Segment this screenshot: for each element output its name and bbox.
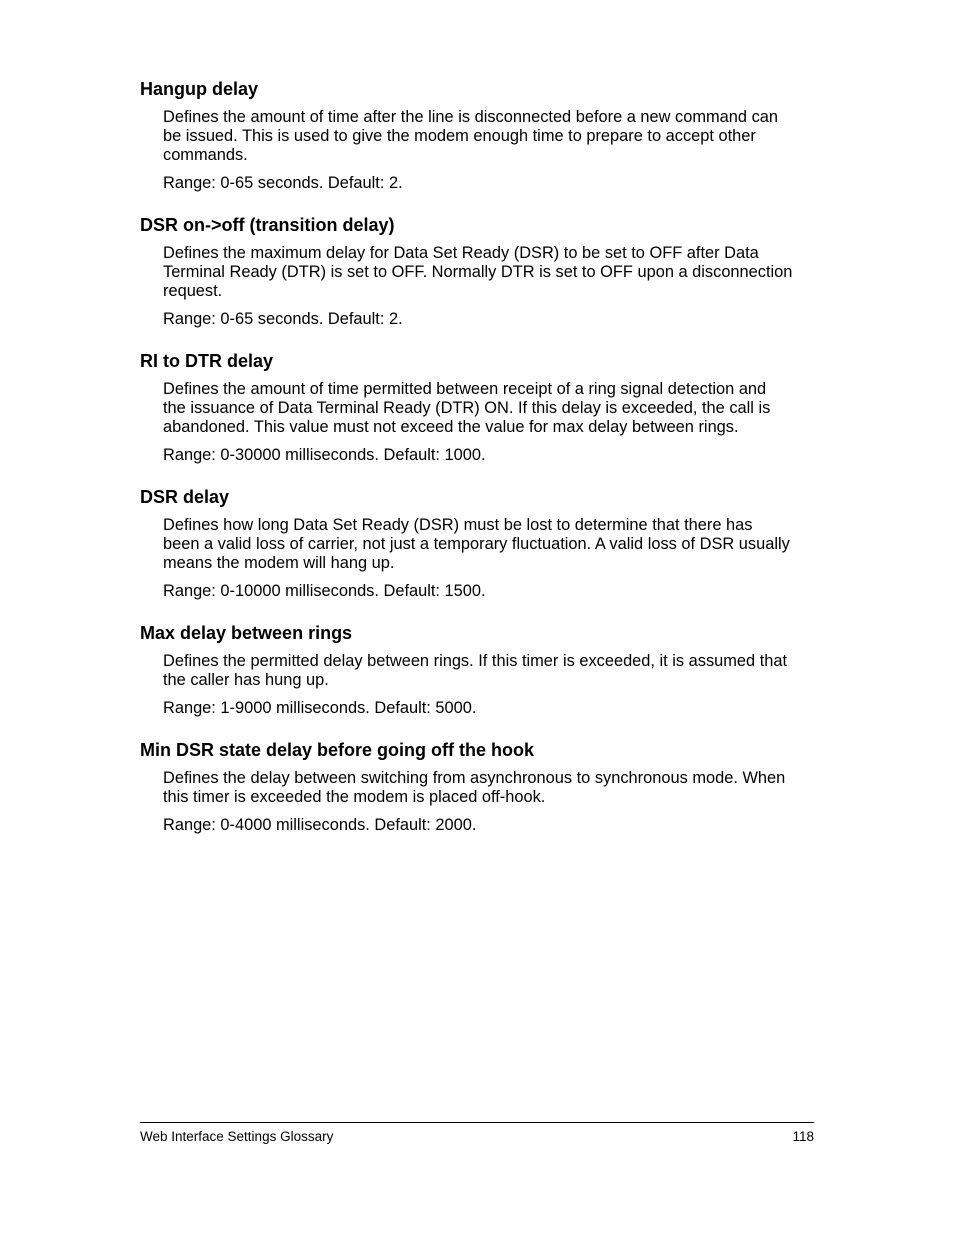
description-line: be issued. This is used to give the modem enough time to prepare to accept other <box>163 127 756 145</box>
description-line: Defines the maximum delay for Data Set Ready (DSR) to be set to OFF after Data <box>163 244 759 262</box>
page-number: 118 <box>792 1129 814 1144</box>
section-description <box>163 380 814 437</box>
description-line: the issuance of Data Terminal Ready (DTR) ON. If this delay is exceeded, the call is <box>163 399 771 417</box>
description-line: request. <box>163 282 223 300</box>
section-description <box>163 652 814 690</box>
section-heading: DSR delay <box>140 487 230 507</box>
section-range: Range: 1-9000 milliseconds. Default: 5000. <box>163 699 477 717</box>
section-description <box>163 516 814 573</box>
section-heading: RI to DTR delay <box>140 351 274 371</box>
description-line: abandoned. This value must not exceed the value for max delay between rings. <box>163 418 739 436</box>
section-range: Range: 0-30000 milliseconds. Default: 1000. <box>163 446 486 464</box>
section-range: Range: 0-65 seconds. Default: 2. <box>163 174 403 192</box>
section-min-dsr-state-delay <box>140 739 814 835</box>
section-dsr-delay <box>140 486 814 601</box>
page-footer <box>140 1122 814 1145</box>
section-heading: Min DSR state delay before going off the hook <box>140 740 535 760</box>
document-body <box>140 78 814 835</box>
description-line: the caller has hung up. <box>163 671 329 689</box>
section-max-delay-between-rings <box>140 622 814 718</box>
section-range: Range: 0-4000 milliseconds. Default: 2000. <box>163 816 477 834</box>
section-dsr-on-off <box>140 214 814 329</box>
section-heading: Max delay between rings <box>140 623 353 643</box>
description-line: Defines the delay between switching from asynchronous to synchronous mode. When <box>163 769 786 787</box>
description-line: commands. <box>163 146 248 164</box>
section-ri-to-dtr-delay <box>140 350 814 465</box>
description-line: Defines the amount of time after the line is disconnected before a new command can <box>163 108 778 126</box>
section-range: Range: 0-65 seconds. Default: 2. <box>163 310 403 328</box>
description-line: been a valid loss of carrier, not just a temporary fluctuation. A valid loss of DSR usually <box>163 535 790 553</box>
section-description <box>163 769 814 807</box>
description-line: Defines the amount of time permitted between receipt of a ring signal detection and <box>163 380 767 398</box>
description-line: Terminal Ready (DTR) is set to OFF. Normally DTR is set to OFF upon a disconnection <box>163 263 793 281</box>
description-line: means the modem will hang up. <box>163 554 395 572</box>
description-line: this timer is exceeded the modem is placed off-hook. <box>163 788 546 806</box>
section-description <box>163 244 814 301</box>
section-description <box>163 108 814 165</box>
section-hangup-delay <box>140 78 814 193</box>
section-heading: DSR on->off (transition delay) <box>140 215 395 235</box>
description-line: Defines the permitted delay between rings. If this timer is exceeded, it is assumed that <box>163 652 788 670</box>
description-line: Defines how long Data Set Ready (DSR) must be lost to determine that there has <box>163 516 753 534</box>
section-heading: Hangup delay <box>140 79 259 99</box>
section-range: Range: 0-10000 milliseconds. Default: 1500. <box>163 582 486 600</box>
footer-title: Web Interface Settings Glossary <box>140 1129 334 1144</box>
